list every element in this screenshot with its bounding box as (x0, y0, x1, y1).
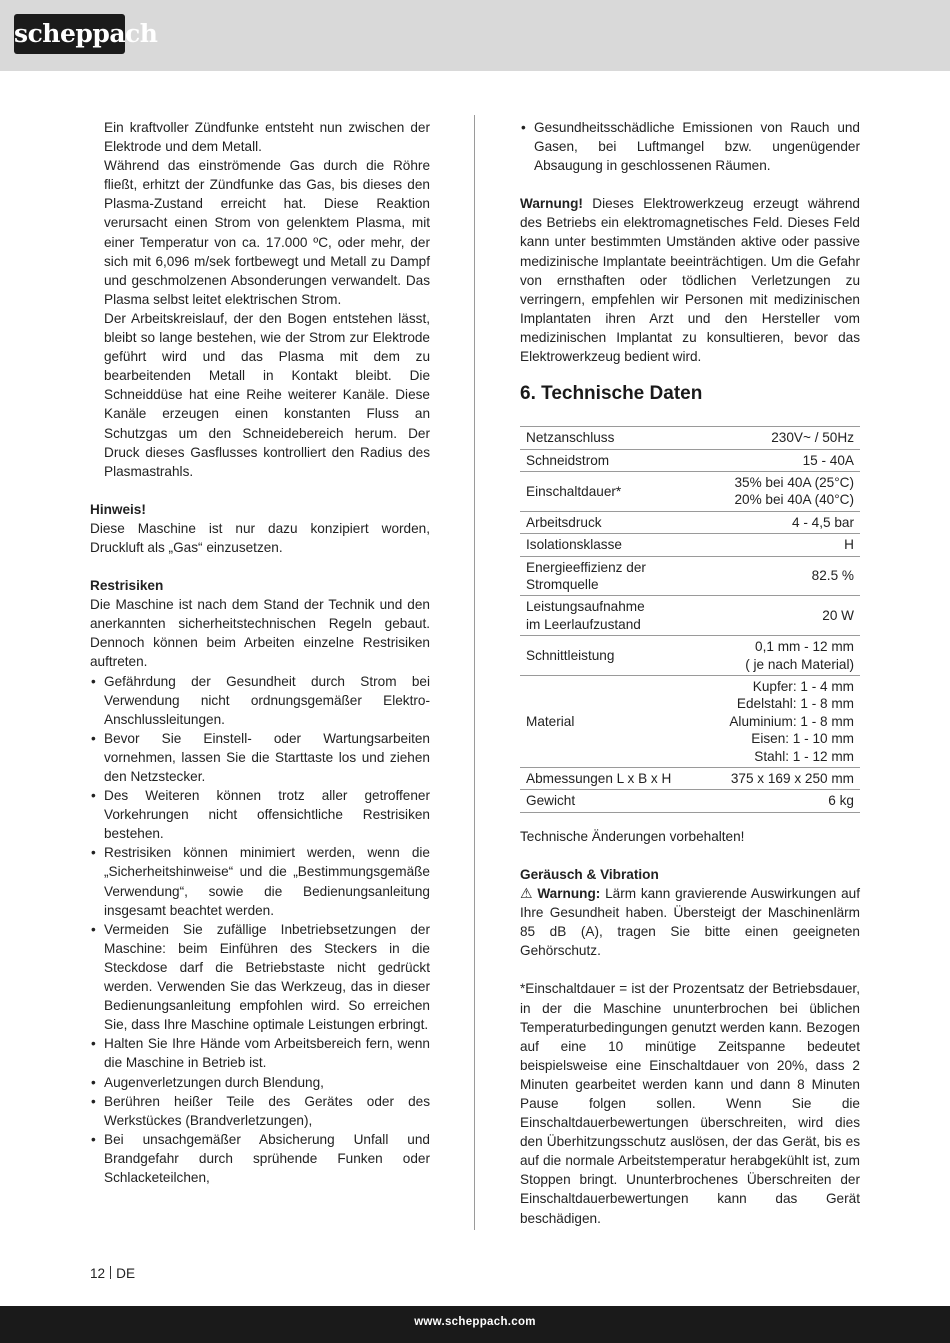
spec-label: Abmessungen L x B x H (520, 768, 702, 790)
spec-value: Kupfer: 1 - 4 mm Edelstahl: 1 - 8 mm Aluminium: 1 - 8 mm Eisen: 1 - 10 mm Stahl: 1 - 12 mm (702, 676, 860, 768)
spec-label: Schnittleistung (520, 636, 702, 676)
table-row (520, 596, 860, 636)
intro-paragraph-1: Ein kraftvoller Zündfunke entsteht nun zwischen der Elektrode und dem Metall. (104, 120, 430, 155)
spec-value: 0,1 mm - 12 mm ( je nach Material) (702, 636, 860, 676)
warnung-paragraph (520, 194, 860, 366)
spec-value: H (702, 534, 860, 556)
list-item: • Des Weiteren können trotz aller getroffener Vorkehrungen nicht offensichtliche Restrisiken bestehen. (90, 786, 430, 843)
list-item: • Bei unsachgemäßer Absicherung Unfall und Brandgefahr durch sprühende Funken oder Schlacketeilchen, (90, 1130, 430, 1187)
spec-label: Energieeffizienz der Stromquelle (520, 556, 702, 596)
table-row (520, 471, 860, 511)
spec-value: 375 x 169 x 250 mm (702, 768, 860, 790)
spec-label: Arbeitsdruck (520, 511, 702, 533)
einschaltdauer-footnote: *Einschaltdauer = ist der Prozentsatz der Betriebsdauer, in der die Maschine ununterbrochen bei üblichen Temperaturbedingungen genutzt werden kann. Bezogen auf eine 10 minütige Zeitspanne bedeutet beispielsweise eine Einschaltdauer von 20%, dass 2 Minuten gearbeitet werden kann und dann 8 Minuten Pause folgen sollen. Wenn Sie die Einschaltdauerbewertungen überschreiten, wird dies den Überhitzungsschutz auslösen, der das Gerät, bis es auf die normale Arbeitstemperatur herabgekühlt ist, zum Stoppen bringt. Ununterbrochenes Überschreiten der Einschaltdauerbewertungen kann das Gerät beschädigen. (520, 981, 860, 1226)
hinweis-title: Hinweis! (90, 501, 146, 517)
list-item: • Bevor Sie Einstell- oder Wartungsarbeiten vornehmen, lassen Sie die Starttaste los und ziehen den Netzstecker. (90, 729, 430, 786)
right-column (520, 118, 860, 1228)
spec-label: Material (520, 676, 702, 768)
spec-label: Einschaltdauer* (520, 471, 702, 511)
table-row (520, 790, 860, 812)
warnung-label: Warnung! (520, 196, 583, 212)
table-row (520, 556, 860, 596)
restrisiken-title: Restrisiken (90, 578, 164, 594)
left-column (90, 118, 430, 1187)
noise-warning-label: Warnung: (537, 886, 601, 902)
tech-changes-note: Technische Änderungen vorbehalten! (520, 828, 745, 844)
spec-value: 15 - 40A (702, 449, 860, 471)
emissions-list (520, 118, 860, 175)
table-row (520, 511, 860, 533)
spec-label: Schneidstrom (520, 449, 702, 471)
spec-label: Isolationsklasse (520, 534, 702, 556)
list-item: • Gefährdung der Gesundheit durch Strom bei Verwendung nicht ordnungsgemäßer Elektro-Anschlussleitungen. (90, 672, 430, 729)
table-row (520, 768, 860, 790)
page-footer (90, 1264, 135, 1283)
spec-label: Netzanschluss (520, 427, 702, 449)
table-row (520, 449, 860, 471)
list-item: • Gesundheitsschädliche Emissionen von Rauch und Gasen, bei Luftmangel bzw. ungenügender Absaugung in geschlossenen Räumen. (520, 118, 860, 175)
spec-value: 6 kg (702, 790, 860, 812)
intro-paragraph-2: Während das einströmende Gas durch die Röhre fließt, erhitzt der Zündfunke das Gas, bis dieses den Plasma-Zustand erreicht hat. Diese Reaktion verursacht einen Strom von gelenktem Plasma, mit einer Temperatur von ca. 17.000 ºC, oder mehr, der sich mit 6,096 m/sek fortbewegt und Metall zu Dampf und geschmolzenen Absonderungen verwandelt. Das Plasma selbst leitet elektrischen Strom. (104, 158, 430, 307)
restrisiken-text: Die Maschine ist nach dem Stand der Technik und den anerkannten sicherheitstechnischen Regeln gebaut. Dennoch können beim Arbeiten einzelne Restrisiken auftreten. (90, 597, 430, 670)
table-row (520, 534, 860, 556)
footer-band (0, 1306, 950, 1343)
spec-value: 35% bei 40A (25°C) 20% bei 40A (40°C) (702, 471, 860, 511)
noise-title: Geräusch & Vibration (520, 866, 659, 882)
technical-data-table (520, 426, 860, 813)
list-item: • Berühren heißer Teile des Gerätes oder des Werkstückes (Brandverletzungen), (90, 1092, 430, 1130)
list-item: • Halten Sie Ihre Hände vom Arbeitsbereich fern, wenn die Maschine in Betrieb ist. (90, 1034, 430, 1072)
table-row (520, 427, 860, 449)
intro-paragraph-3: Der Arbeitskreislauf, der den Bogen entstehen lässt, bleibt so lange bestehen, wie der Strom zur Elektrode geführt wird und das Plasma mit dem zu bearbeitenden Metall in Kontakt bleibt. Die Schneiddüse hat eine Reihe weiterer Kanäle. Diese Kanäle erzeugen einen konstanten Fluss an Schutzgas um den Schneidebereich herum. Der Druck dieses Gasflusses kontrolliert den Radius des Plasmastrahls. (104, 310, 430, 479)
list-item: • Vermeiden Sie zufällige Inbetriebsetzungen der Maschine: beim Einführen des Steckers in die Steckdose darf die Betriebstaste nicht gedrückt werden. Verwenden Sie das Werkzeug, das in dieser Bedienungsanleitung empfohlen wird. So erreichen Sie, dass Ihre Maschine optimale Leistungen erbringt. (90, 920, 430, 1035)
hinweis-text: Diese Maschine ist nur dazu konzipiert worden, Druckluft als „Gas“ einzusetzen. (90, 520, 430, 555)
spec-value: 82.5 % (702, 556, 860, 596)
section-title: 6. Technische Daten (520, 383, 703, 405)
list-item: • Restrisiken können minimiert werden, wenn die „Sicherheitshinweise“ und die „Bestimmungsgemäße Verwendung“, sowie die Bedienungsanleitung insgesamt beachtet werden. (90, 843, 430, 919)
column-divider (474, 115, 475, 1230)
noise-warning-paragraph (520, 884, 860, 960)
spec-label: Leistungsaufnahme im Leerlaufzustand (520, 596, 702, 636)
page-number: 12 (90, 1266, 106, 1281)
page-separator (110, 1266, 111, 1279)
noise-warning-text: Lärm kann gravierende Auswirkungen auf Ihre Gesundheit haben. Übersteigt der Maschinenlärm 85 dB (A), tragen Sie bitte einen geeigneten Gehörschutz. (520, 886, 860, 959)
spec-value: 20 W (702, 596, 860, 636)
scheppach-logo: scheppach (14, 14, 125, 54)
header-band (0, 0, 950, 71)
table-row (520, 676, 860, 768)
table-row (520, 636, 860, 676)
list-item: • Augenverletzungen durch Blendung, (90, 1073, 430, 1092)
warning-triangle-icon: ⚠ (520, 885, 533, 902)
restrisiken-list (90, 672, 430, 1188)
language-code: DE (116, 1266, 136, 1281)
website-link[interactable]: www.scheppach.com (414, 1316, 536, 1328)
spec-value: 230V~ / 50Hz (702, 427, 860, 449)
spec-label: Gewicht (520, 790, 702, 812)
spec-value: 4 - 4,5 bar (702, 511, 860, 533)
warnung-text: Dieses Elektrowerkzeug erzeugt während des Betriebs ein elektromagnetisches Feld. Dieses Feld kann unter bestimmten Umständen aktive oder passive medizinische Implantate beeinträchtigen. Um die Gefahr von ernsthaften oder tödlichen Verletzungen zu verringern, empfehlen wir Personen mit medizinischen Implantaten ihren Arzt und den Hersteller vom medizinischen Implantat zu konsultieren, bevor das Elektrowerkzeug bedient wird. (520, 196, 860, 365)
